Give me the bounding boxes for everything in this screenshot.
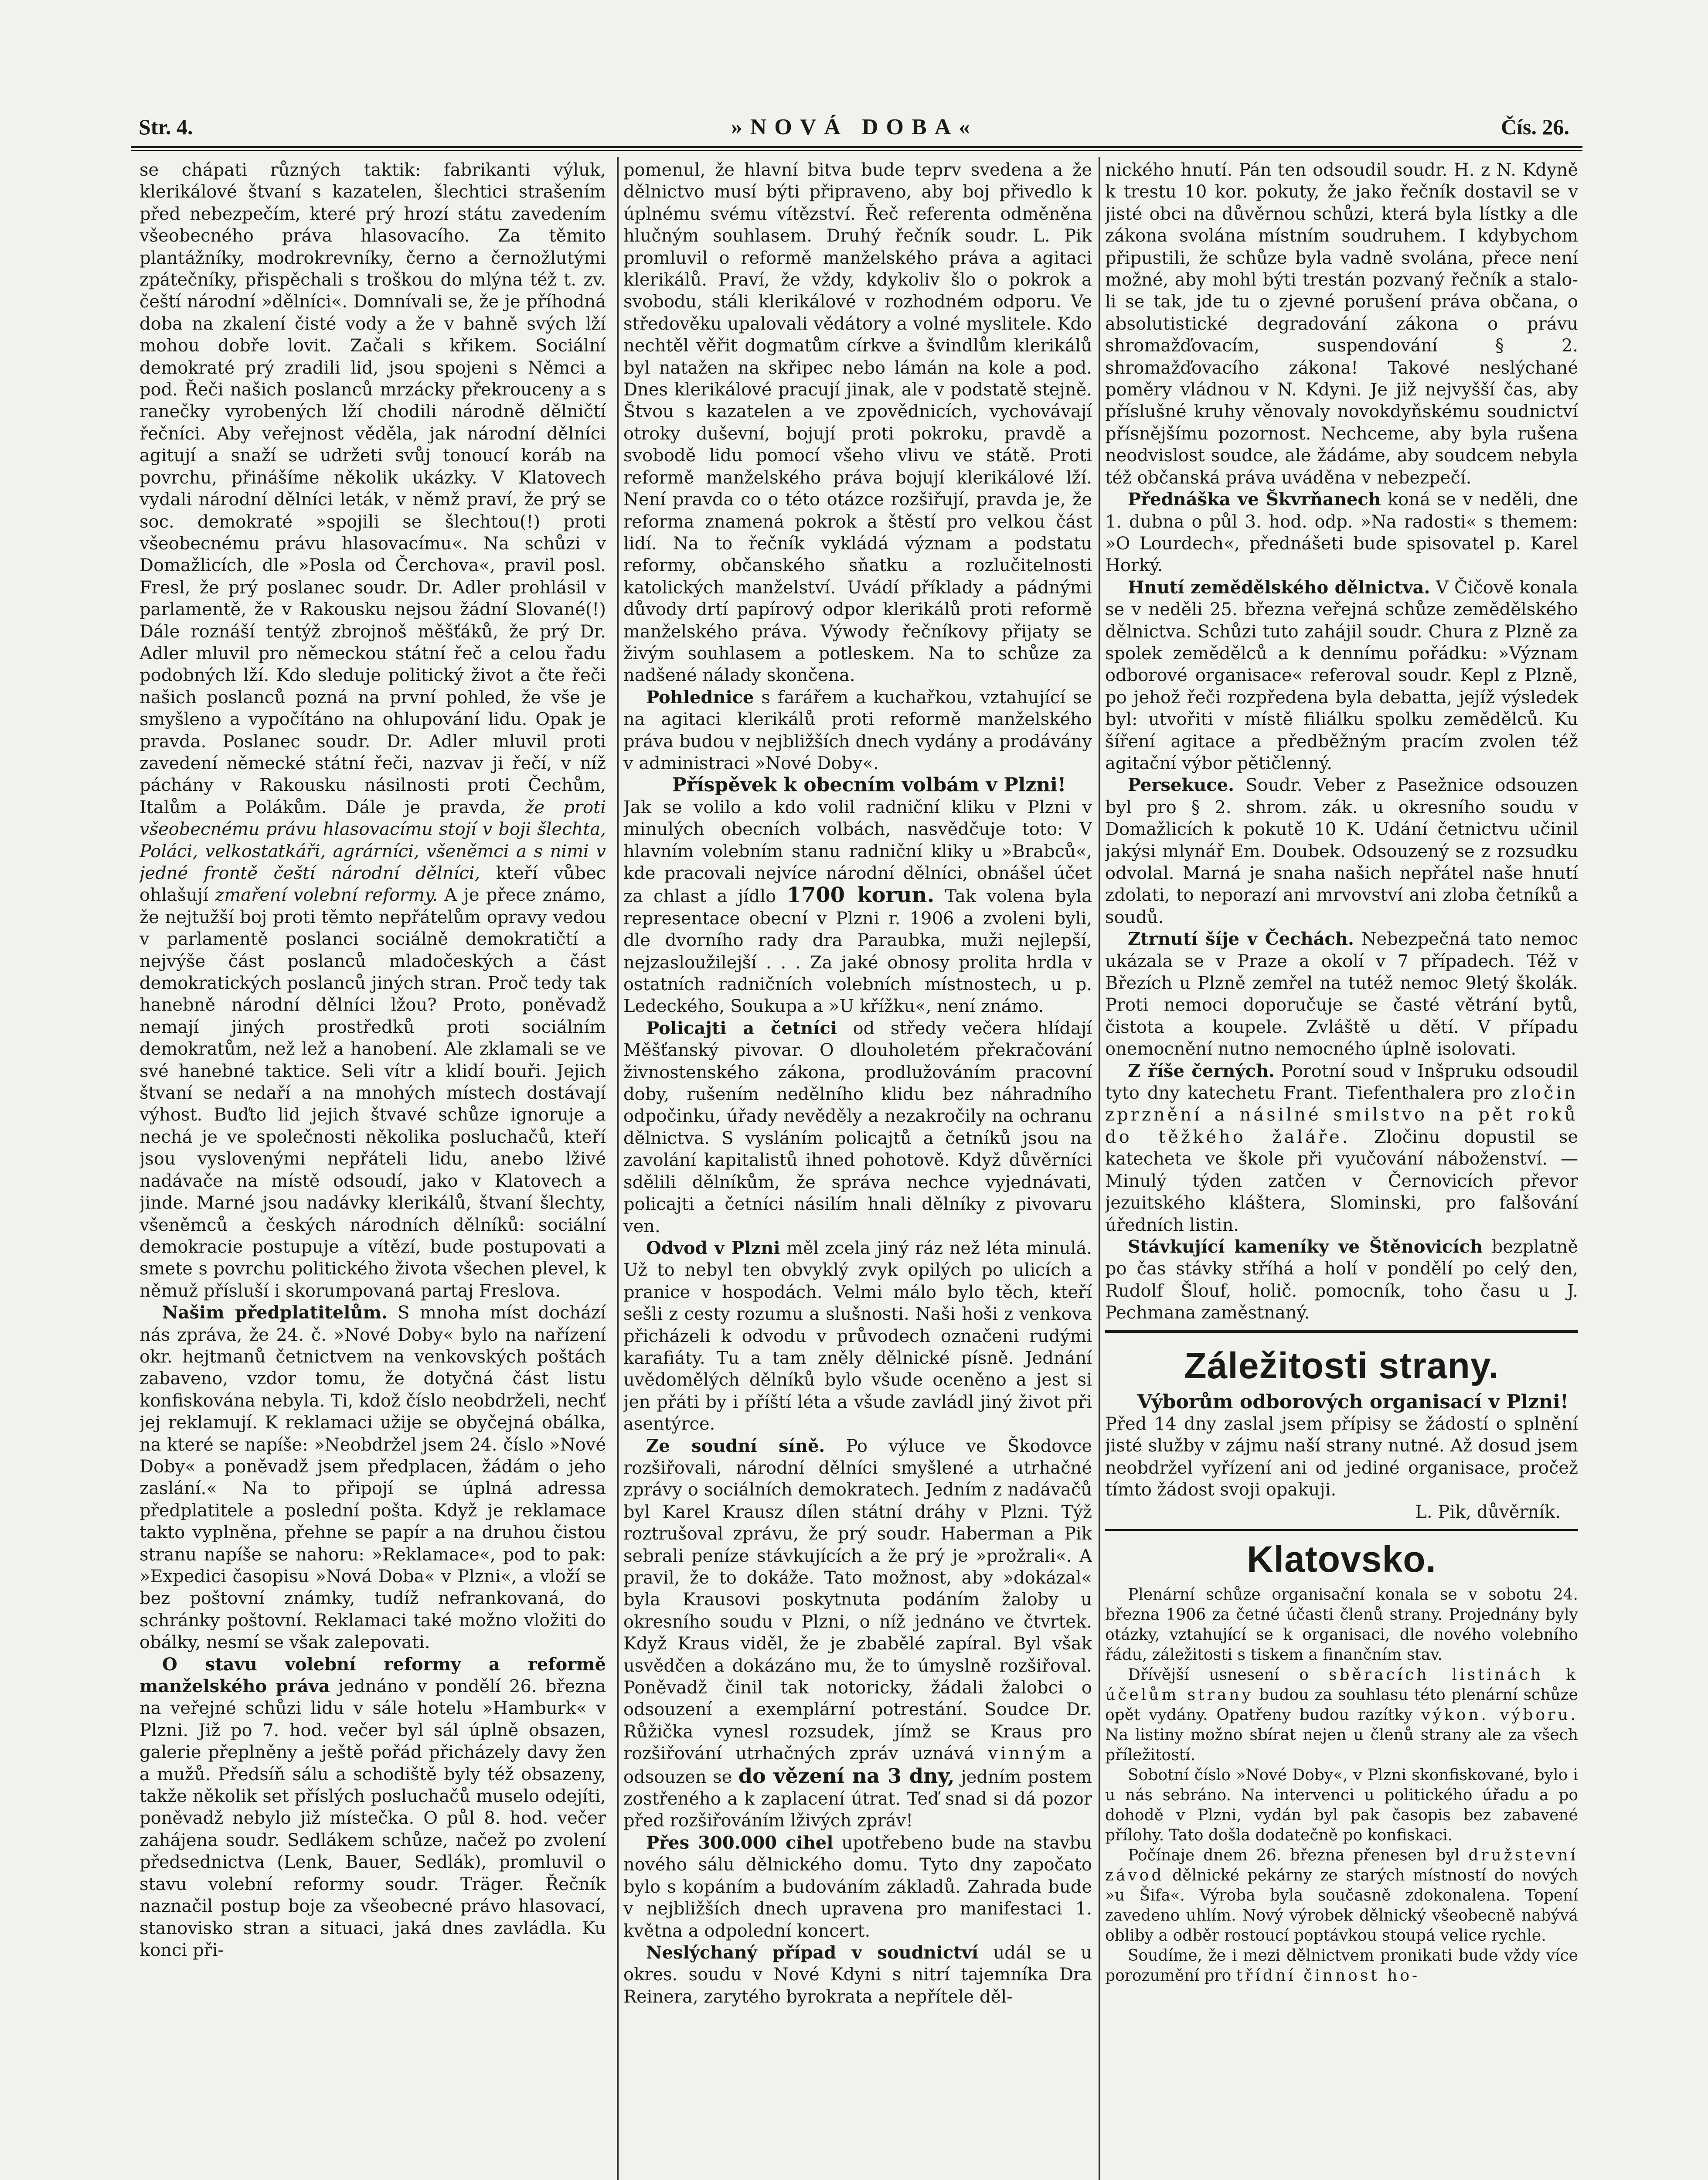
article-agricultural: Hnutí zemědělského dělnictva. V Čičově konala se v neděli 25. března veřejná schůze zemědělského dělnictva. Schůzi tuto zahájil soudr. Chura z Plzně za spolek zemědělců a k dennímu pořádku: »Význam odborové organisace« referoval soudr. Kepl z Plzně, po jehož řeči rozpředena byla debatta, jejíž výsledek byl: utvořiti v místě filiálku spolku zemědělců. Ku šíření agitace a předběžným pracím zvolen též agitační výbor pětičlenný.	[1105, 577, 1578, 773]
article-paragraph: Sobotní číslo »Nové Doby«, v Plzni skonfiskované, bylo i u nás sebráno. Na intervenci u politického úřadu a po dohodě v Plzni, vydán byl pak časopis bez zabavené přílohy. Tato došla dodatečně po konfiskaci.	[1105, 1766, 1578, 1844]
header-rule	[131, 146, 1582, 148]
article-heading: Policajti a četníci	[646, 1018, 837, 1039]
article-heading: Pohlednice	[646, 687, 754, 708]
article-heading: Přednáška ve Škvrňanech	[1128, 489, 1381, 510]
article-paragraph: Soudíme, že i mezi dělnictvem pronikati bude vždy více porozumění pro třídní činnost ho-	[1105, 1946, 1578, 1985]
page-number: Str. 4.	[139, 115, 193, 139]
column-divider-1	[617, 157, 619, 2180]
article-lecture: Přednáška ve Škvrňanech koná se v neděli, dne 1. dubna o půl 3. hod. odp. »Na radosti« s themem: »O Lourdech«, přednášeti bude spisovatel p. Karel Horký.	[1105, 489, 1578, 576]
article-paragraph: Počínaje dnem 26. března přenesen byl družstevní závod dělnické pekárny ze starých místností do nových »u Šifa«. Výroba byla současně zdokonalena. Topení zavedeno uhlím. Nový výrobek dělnický všeobecně nabývá obliby a odběr rostoucí poptávkou stoupá velice rychle.	[1105, 1846, 1578, 1945]
article-paragraph: Dřívější usnesení o sběracích listinách k účelům strany budou za souhlasu této plenární schůze opět vydány. Opatřeny budou razítky výkon. výboru. Na listiny možno sbírat nejen u členů strany ale za všech příležitostí.	[1105, 1666, 1578, 1764]
article-heading: Hnutí zemědělského dělnictva.	[1128, 577, 1430, 598]
column-2	[623, 159, 1092, 2180]
article-court: Ze soudní síně. Po výluce ve Škodovce rozšiřovali, národní dělníci smyšlené a utrhačné zprávy o sociálních demokratech. Jedním z nadávačů byl Karel Krausz dílen státní dráhy v Plzni. Týž roztrušoval zprávu, že prý soudr. Haberman a Pik sebrali peníze stávkujících a že prý je »prožrali«. A pravil, že to dokáže. Tato možnost, aby »dokázal« byla Krausovi poskytnuta podáním žaloby u okresního soudu v Plzni, o níž jednáno ve čtvrtek. Když Kraus viděl, že je zbabělé zapíral. Byl však usvědčen a dokázáno mu, že to úmyslně rozšiřoval. Poněvadž činil tak notoricky, žádali žalobci o odsouzení a exemplární potrestání. Soudce Dr. Růžička vynesl rozsudek, jímž se Kraus pro rozšiřování utrhačných zpráv uznává vinným a odsouzen se do vězení na 3 dny, jedním postem zostřeného a k zaplacení útrat. Teď snad si dá pozor před rozšiřováním lživých zpráv!	[623, 1435, 1092, 1831]
article-case: Neslýchaný případ v soudnictví udál se u okres. soudu v Nové Kdyni s nitrí tajemníka Dra Reinera, zarytého byrokrata a nepřítele děl-	[623, 1942, 1092, 2007]
article-paragraph: nického hnutí. Pán ten odsoudil soudr. H. z N. Kdyně k trestu 10 kor. pokuty, že jako řečník dostavil se v jisté obci na důvěrnou schůzi, která byla lístky a dle zákona svolána místním soudruhem. I kdybychom připustili, že schůze byla vadně svolána, přece není možné, aby mohl býti trestán pozvaný řečník a stalo-li se tak, jde tu o zjevné porušení práva občana, o absolutistické degradování zákona o právu shromažďovacím, suspendování § 2. shromažďovacího zákona! Takové neslýchané poměry vládnou v N. Kdyni. Je již nejvyšší čas, aby příslušné kruhy věnovaly novokdyňskému soudnictví přísnějšímu pozornost. Nechceme, aby byla rušena neodvislost soudce, ale žádáme, aby soudcem nebyla též občanská práva uváděna v nebezpečí.	[1105, 160, 1578, 488]
article-heading: Stávkující kameníky ve Štěnovicích	[1128, 1236, 1483, 1257]
article-stonecutters: Stávkující kameníky ve Štěnovicích bezplatně po čas stávky stříhá a holí v pondělí po celý den, Rudolf Šlouf, holič. pomocník, toho času u J. Pechmana zaměstnaný.	[1105, 1236, 1578, 1323]
article-black-realm: Z říše černých. Porotní soud v Inšpruku odsoudil tyto dny katechetu Frant. Tiefenthalera pro zločin zprznění a násilné smilstvo na pět roků do těžkého žaláře. Zločinu dopustil se katecheta ve škole při vyučování náboženství. — Minulý týden zatčen v Černovicích převor jezuitského kláštera, Slominski, pro falšování úředních listin.	[1105, 1060, 1578, 1235]
article-police: Policajti a četníci od středy večera hlídají Měšťanský pivovar. O dlouholetém překračování živnostenského zákona, prodlužováním pracovní doby, rušením nedělního klidu bez náhradního odpočinku, úřady nevěděly a nezakročily na ochranu dělnictva. S vysláním policajtů a četníků jsou na zavolání kapitalistů ihned pohotově. Když důvěrníci sdělili dělníkům, že správa nechce vyjednávati, policajti a četníci násilím hnali dělníky z pivovaru ven.	[623, 1018, 1092, 1236]
article-paragraph: pomenul, že hlavní bitva bude teprv svedena a že dělnictvo musí býti připraveno, aby boj přivedlo k úplnému svému vítězství. Řeč referenta odměněna hlučným souhlasem. Druhý řečník soudr. L. Pik promluvil o reformě manželského práva a agitaci klerikálů. Praví, že vždy, kdykoliv šlo o pokrok a svobodu, stáli klerikálové v rozhodném odporu. Ve středověku upalovali vědátory a volné myslitele. Kdo nechtěl věřit dogmatům církve a švindlům klerikálů byl natažen na skřipec nebo lámán na kole a pod. Dnes klerikálové pracují jinak, ale v podstatě stejně. Štvou s kazatelen a ve zpovědnicích, vychovávají otroky duševní, bojují proti pokroku, pravdě a svobodě lidu pomocí všeho vlivu ve státě. Proti reformě manželského práva bojují klerikálové lží. Není pravda co o této otázce rozšiřují, pravda je, že reforma znamená pokrok a štěstí pro velkou část lidí. Na to řečník vykládá význam a podstatu reformy, občanského sňatku a rozlučitelnosti katolických manželství. Uvádí příklady a pádnými důvody drtí papírový odpor klerikálů proti reformě manželského práva. Výwody řečníkovy přijaty se živým souhlasem a potleskem. Na to schůze za nadšené nálady skončena.	[623, 160, 1092, 686]
article-disease: Ztrnutí šíje v Čechách. Nebezpečná tato nemoc ukázala se v Praze a okolí v 7 případech. Též v Březích u Plzně zemřel na tutéž nemoc 9letý školák. Proti nemoci doporučuje se časté větrání bytů, čistota a koupele. Zvláště u dětí. V případu onemocnění nutno nemocného úplně isolovati.	[1105, 929, 1578, 1059]
article-heading: Ze soudní síně.	[646, 1435, 825, 1456]
article-reform: O stavu volební reformy a reformě manželského práva jednáno v pondělí 26. března na veřejné schůzi lidu v sále hotelu »Hamburk« v Plzni. Již po 7. hod. večer byl sál úplně obsazen, galerie přeplněny a ještě pořád přicházely davy žen a mužů. Předsíň sálu a schodiště byly též obsazeny, takže několik set příslých posluchačů muselo odejíti, poněvadž nebylo již místečka. O půl 8. hod. večer zahájena soudr. Sedlákem schůze, načež po zvolení předsednictva (Lenk, Bauer, Sedlák), promluvil o stavu volební reformy soudr. Träger. Řečník naznačil postup boje za všeobecné právo hlasovací, stanovisko stran a situaci, jaká dnes zavládla. Ku konci při-	[139, 1654, 606, 1960]
article-heading: Neslýchaný případ v soudnictví	[646, 1942, 979, 1963]
article-heading: Persekuce.	[1128, 775, 1235, 796]
section-rule	[1105, 1529, 1578, 1531]
section-subtitle: Výborům odborových organisací v Plzni!	[1137, 1390, 1569, 1413]
article-elections: Jak se volilo a kdo volil radniční kliku v Plzni v minulých obecních volbách, nasvědčuje toto: V hlavním volebním stanu radniční kliky u »Brabců«, kde pracovali nejvíce národní dělníci, obnášel účet za chlast a jídlo 1700 korun. Tak volena byla representace obecní v Plzni r. 1906 a zvoleni byli, dle dvorního rady dra Paraubka, muži nejlepší, nejzasloužilejší . . . Za jaké obnosy prolita hrdla v ostatních radničních volebních místnostech, u p. Ledeckého, Soukupa a »U křížku«, není známo.	[623, 797, 1092, 1017]
masthead: »NOVÁ DOBA«	[731, 115, 978, 140]
article-heading: Našim předplatitelům.	[162, 1302, 388, 1323]
column-divider-2	[1099, 157, 1100, 2180]
page-header	[131, 114, 1578, 145]
party-notice: Před 14 dny zaslal jsem přípisy se žádostí o splnění jisté služby v zájmu naší strany nutné. Až dosud jsem neobdržel vyřízení ani od jediné organisace, pročež tímto žádost svoji opakuji.	[1105, 1414, 1578, 1500]
header-rule-thin	[131, 150, 1582, 151]
article-heading: Z říše černých.	[1128, 1060, 1275, 1081]
article-heading: Přes 300.000 cihel	[646, 1832, 834, 1853]
article-persecution: Persekuce. Soudr. Veber z Pasežnice odsouzen byl pro § 2. shrom. zák. u okresního soudu v Domažlicích k pokutě 10 K. Udání četnictvu učinil jakýsi mlynář Em. Doubek. Odsouzený se z rozsudku odvolal. Marná je snaha našich nepřátel naše hnutí zdolati, to neporazí ani mrvovství ani zloba četníků a soudů.	[1105, 775, 1578, 927]
article-heading: O stavu volební reformy a reformě manželského práva	[139, 1654, 606, 1697]
article-subscribers: Našim předplatitelům. S mnoha míst dochází nás zpráva, že 24. č. »Nové Doby« bylo na nařízení okr. hejtmanů četnictvem na venkovských poštách zabaveno, vzdor tomu, že dotyčná část listu konfiskována nebyla. Ti, kdož číslo neobdrželi, nechť jej reklamují. K reklamaci užije se obyčejná obálka, na které se napíše: »Neobdržel jsem 24. číslo »Nové Doby« a poněvadž jsem předplacen, žádám o jeho zaslání.« Na to připojí se úplná adressa předplatitele a poslední pošta. Když je reklamace takto vyplněna, přehne se papír a na druhou čistou stranu napíše se nahoru: »Reklamace«, pod to pak: »Expedici časopisu »Nová Doba« v Plzni«, a vloží se bez poštovní známky, tudíž nefrankovaná, do schránky poštovní. Reklamaci také možno vložiti do obálky, nesmí se však zalepovati.	[139, 1302, 606, 1653]
article-bricks: Přes 300.000 cihel upotřebeno bude na stavbu nového sálu dělnického domu. Tyto dny započato bylo s kopáním a budováním základů. Zahrada bude v nejbližších dnech upravena pro manifestaci 1. května a odpolední koncert.	[623, 1832, 1092, 1941]
signature: L. Pik, důvěrník.	[1415, 1502, 1561, 1522]
section-title: Záležitosti strany.	[1184, 1345, 1499, 1386]
article-draft: Odvod v Plzni měl zcela jiný ráz než léta minulá. Už to nebyl ten obvyklý zvyk opilých po ulicích a pranice v hospodách. Velmi málo bylo těch, kteří sešli z cesty rozumu a slušnosti. Naši hoši z venkova přicházeli k odvodu v průvodech označeni rudými karafiáty. Tu a tam zněly dělnické písně. Jednání uvědomělých dělníků bylo všude oceněno a jest si jen přáti by i příští léta a všude zavládl jiný život při asentýrce.	[623, 1237, 1092, 1434]
article-paragraph: Plenární schůze organisační konala se v sobotu 24. března 1906 za četné účasti členů strany. Projednány byly otázky, vztahující se k organisaci, dle nového volebního řádu, záležitosti s tiskem a finančním stav.	[1105, 1585, 1578, 1664]
issue-number: Čís. 26.	[1501, 115, 1569, 139]
article-postcards: Pohlednice s farářem a kuchařkou, vztahující se na agitaci klerikálů proti reformě manželského práva budou v nejbližších dnech vydány a prodávány v administraci »Nové Doby«.	[623, 687, 1092, 773]
article-paragraph: se chápati různých taktik: fabrikanti výluk, klerikálové štvaní s kazatelen, šlechtici strašením před nebezpečím, které prý hrozí státu zavedením všeobecného práva hlasovacího. Za těmito plantážníky, modrokrevníky, černo a černožlutými zpátečníky, přispěchali s troškou do mlýna též t. zv. čeští národní »dělníci«. Domnívali se, že je příhodná doba na zkalení čisté vody a že v bahně svých lží mohou dobře lovit. Začali s křikem. Sociální demokraté prý zradili lid, jsou spojeni s Němci a pod. Řeči našich poslanců mrzácky překrouceny a s ranečky vyrobených lží chodili národně dělničtí řečníci. Aby veřejnost věděla, jak národní dělníci agitují a snaží se udržeti svůj tonoucí koráb na povrchu, přinášíme několik ukázky. V Klatovech vydali národní dělníci leták, v němž praví, že prý se soc. demokraté »spojili se šlechtou(!) proti všeobecnému právu hlasovacímu«. Na schůzi v Domažlicích, dle »Posla od Čerchova«, pravil posl. Fresl, že prý poslanec soudr. Dr. Adler prohlásil v parlamentě, že v Rakousku nejsou žádní Slované(!) Dále roznáší tentýž zbrojnoš měšťáků, že prý Dr. Adler mluvil pro německou státní řeč a celou řadu podobných lží. Kdo sleduje politický život a čte řeči našich poslanců pozná na první pohled, že vše je smyšleno a vypočítáno na ohlupování lidu. Opak je pravda. Poslanec soudr. Dr. Adler mluvil proti zavedení německé státní řeči, nazvav ji řečí, v níž páchány v Rakousku násilnosti proti Čechům, Italům a Polákům. Dále je pravda, že proti všeobecnému právu hlasovacímu stojí v boji šlechta, Poláci, velkostatkáři, agrárníci, všeněmci a s nimi v jedné frontě čeští národní dělníci, kteří vůbec ohlašují zmaření volební reformy. A je přece známo, že nejtužší boj proti těmto nepřátelům opravy vedou v parlamentě poslanci sociálně demokratičtí a nejvýše část poslanců mladočeských a část demokratických poslanců jiných stran. Proč tedy tak hanebně národní dělníci lžou? Proto, poněvadž nemají jiných prostředků proti sociálním demokratům, než lež a hanobení. Ale zklamali se ve své hanebné taktice. Seli vítr a klidí bouři. Jejich štvaní se nedaří a na mnohých místech dostávají výhost. Buďto lid jejich štvavé schůze ignoruje a nechá je ve společnosti několika posluchačů, kteří jsou vyslovenými nepřáteli lidu, anebo lživé nadávače na místě odsoudí, jako v Klatovech a jinde. Marné jsou nadávky klerikálů, štvaní šlechty, všeněmců a českých národních dělníků: sociální demokracie postupuje a vítězí, bude postupovati a smete s povrchu politického života všechen plevel, k němuž přísluší i skorumpovaná partaj Freslova.	[139, 160, 606, 1301]
section-rule	[1105, 1330, 1578, 1333]
article-heading: Ztrnutí šíje v Čechách.	[1128, 929, 1354, 950]
column-1	[139, 159, 606, 2180]
section-title: Klatovsko.	[1247, 1538, 1436, 1580]
klatovsko-section	[1105, 1585, 1578, 1986]
article-heading: Příspěvek k obecním volbám v Plzni!	[672, 774, 1066, 797]
article-heading: Odvod v Plzni	[646, 1237, 780, 1258]
column-3	[1105, 159, 1578, 2180]
